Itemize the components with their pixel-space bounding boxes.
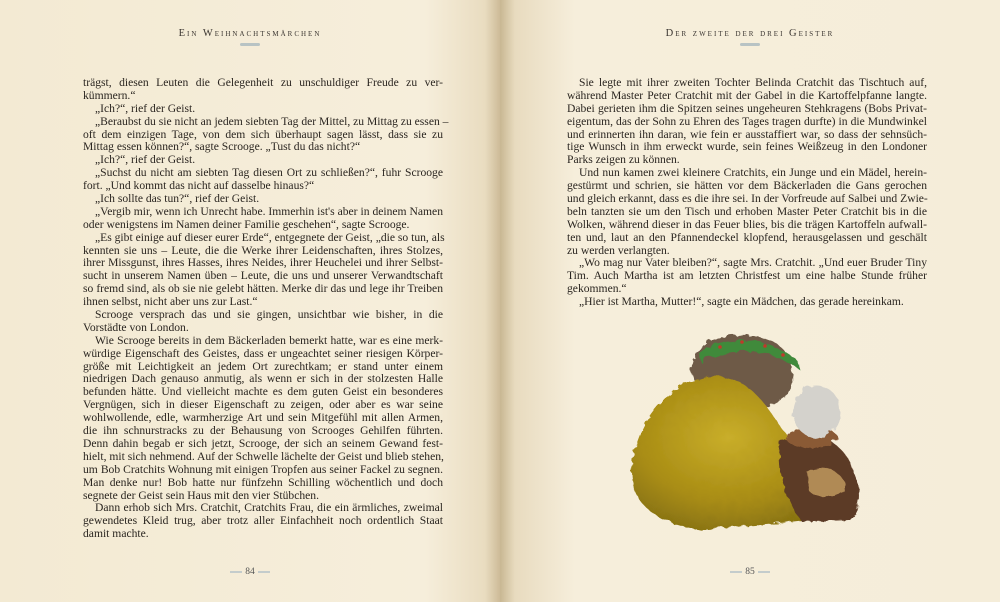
text-line: eigentum, das der Sohn zu Ehren des Tages tragen durfte) in die Mundwinkel [567,114,927,128]
text-line: größe mit Leichtigkeit an jedem Ort zurechtkam; er stand unter einem [83,359,443,373]
text-line: ihrer Missgunst, ihres Hasses, ihres Neides, ihrer Heuchelei und ihrer Selbst- [83,256,443,270]
running-head-right: Der zweite der drei Geister [665,28,835,39]
scrooge-head [791,384,839,436]
page-number-left-value: 84 [245,567,255,577]
text-line: oder wenigstens im Namen deiner Familie geschehen“, sagte Scrooge. [83,217,410,231]
text-line: hielt, mit sich nehmend. Auf der Schwelle lächelte der Geist und blieb stehen, [83,449,444,463]
text-line: ten und, laut an den Pfannendeckel klopfend, herausgelassen und geschält [567,230,927,244]
running-head-left: Ein Weihnachtsmärchen [178,28,322,39]
text-line: Man denke nur! Bob hatte nur fünfzehn Schilling wöchentlich und doch [83,475,443,489]
text-line: während Master Peter Cratchit mit der Gabel in die Kartoffelpfanne langte. [567,88,927,102]
text-line: Mittag essen können?“, sagte Scrooge. „Tust du das nicht?“ [83,140,361,154]
text-line: die ihn schnurstracks zu der Behausung von Scrooges Gehilfen führten. [83,424,443,438]
text-line: Denn dahin begab er sich jetzt, Scrooge, der sich an seinem Gewand fest- [83,436,443,450]
text-line: Wie Scrooge bereits in dem Bäckerladen bemerkt hatte, war es eine merk- [95,333,443,347]
text-line: niedrigen Dach genauso anmutig, als wenn er sich in der stolzesten Halle [83,372,443,386]
text-line: um Bob Cratchits Wohnung mit einigen Tropfen aus seiner Fackel zu segnen. [83,462,443,476]
text-line: fort. „Und kommt das nicht auf dasselbe hinaus?“ [83,179,315,193]
text-line: zu werden verlangten. [567,243,670,257]
text-line: ihnen selbst, nicht aber uns zur Last.“ [83,295,258,309]
text-line: Dann erhob sich Mrs. Cratchit, Cratchits Frau, die ein ärmliches, zweimal [95,501,443,515]
text-line: „Es gibt einige auf dieser eurer Erde“, entgegnete der Geist, „die so tun, als [95,230,445,244]
text-line: „Hier ist Martha, Mutter!“, sagte ein Mädchen, das gerade hereinkam. [579,295,904,309]
text-line: „Ich?“, rief der Geist. [95,153,196,167]
text-line: und erinnerten ihn daran, wie fein er ausstaffiert war, so dass der sehnsüch- [567,127,927,141]
text-line: Vorstädte von London. [83,320,189,334]
text-line: und gleich erkannt, dass es die ihre sei. In der Vorfreude auf Salbei und Zwie- [567,192,928,206]
text-line: gekommen.“ [567,282,627,296]
text-line: sucht in unserem Namen üben – Leute, die uns und unserer Verwandtschaft [83,269,443,283]
text-line: Vergnügen, sich in dieser Eigenschaft zu zeigen, oder aber es war seine [83,398,443,412]
text-line: trägst, diesen Leuten die Gelegenheit zu unschuldiger Freude zu ver- [83,76,443,89]
text-line: so fremd sind, als ob sie nie gelebt hätten. Merke dir das und lege ihr Treiben [83,282,443,296]
text-line: kümmern.“ [83,88,136,102]
text-line: „Suchst du nicht am siebten Tag diesen Ort zu schließen?“, fuhr Scrooge [95,166,443,180]
text-line: beln tanzten sie um den Tisch und erhoben Master Peter Cratchit bis in die [567,204,927,218]
text-line: wohlwollende, edle, warmherzige Art und sein Mitgefühl mit allen Armen, [83,411,443,425]
text-line: gewendetes Kleid trug, aber trotz aller Einfachheit noch ordentlich Staat [83,514,443,528]
text-line: befunden hätte. Und vielleicht machte es dem guten Geist ein besonderes [83,385,443,399]
text-line: kennten sie uns – Leute, die die Werke ihrer Leidenschaften, ihres Stolzes, [83,243,443,257]
text-line: „Vergib mir, wenn ich Unrecht habe. Immerhin ist's aber in deinem Namen [95,204,443,218]
text-line: „Ich sollte das tun?“, rief der Geist. [95,192,260,206]
text-line: Tim. Auch Martha ist am letzten Christfest um eine halbe Stunde früher [567,269,927,283]
text-line: „Ich?“, rief der Geist. [95,101,196,115]
text-line: würdige Eigenschaft des Geistes, dass er ungeachtet seiner riesigen Körper- [83,346,443,360]
text-line: oft dem einzigen Tage, von dem sich überhaupt sagen lässt, dass sie zu [83,127,443,141]
text-line: tige Wunsch in ihm erweckt wurde, sein feines Weißzeug in den Londoner [567,140,927,154]
text-line: segnete der Geist sein Haus mit den vier Stübchen. [83,488,320,502]
text-line: „Beraubst du sie nicht an jedem siebten Tag der Mittel, zu Mittag zu essen – [95,114,449,128]
text-line: damit machte. [83,527,149,541]
text-line: Scrooge versprach das und sie gingen, unsichtbar wie bisher, in die [95,308,443,322]
text-line: Wolken, während dieser in das Feuer blies, bis die trägen Kartoffeln aufwall- [567,217,927,231]
text-line: Und nun kamen zwei kleinere Cratchits, ein Junge und ein Mädel, herein- [579,166,927,180]
text-line: „Wo mag nur Vater bleiben?“, sagte Mrs. Cratchit. „Und euer Bruder Tiny [579,256,927,270]
text-line: Parks zeigen zu können. [567,153,680,167]
text-line: Dabei gerieten ihm die Spitzen seines ungeheuren Stehkragens (Bobs Privat- [567,101,927,115]
text-line: Sie legte mit ihrer zweiten Tochter Belinda Cratchit das Tischtuch auf, [579,76,927,89]
text-line: gestürmt und schrien, sie hätten vor dem Bäckerladen die Gans gerochen [567,179,927,193]
page-number-right-value: 85 [745,567,755,577]
